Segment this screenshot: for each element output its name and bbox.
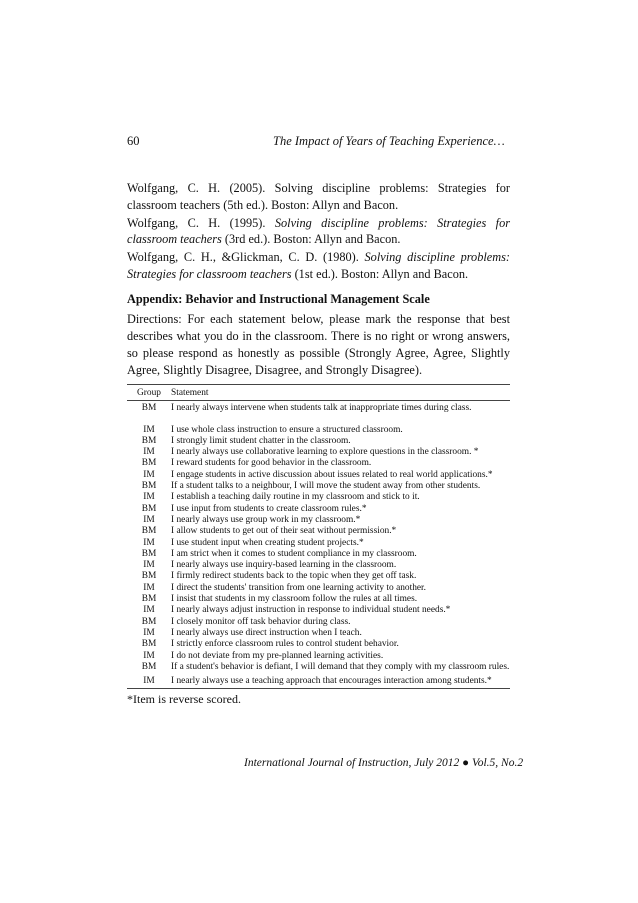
row-statement: If a student's behavior is defiant, I will demand that they comply with my classroom rules.	[171, 661, 510, 672]
row-statement: I nearly always use collaborative learning to explore questions in the classroom. *	[171, 447, 479, 458]
row-group: BM	[141, 526, 157, 537]
row-group: BM	[141, 435, 157, 446]
row-statement: I nearly always intervene when students talk at inappropriate times during class.	[171, 403, 472, 414]
table-row	[127, 458, 510, 469]
row-group: IM	[143, 650, 155, 661]
table-row	[127, 673, 510, 688]
row-group: IM	[143, 605, 155, 616]
table-row	[127, 651, 510, 662]
reference-publisher: (1st ed.). Boston: Allyn and Bacon.	[291, 266, 469, 281]
header-group: Group	[137, 388, 161, 398]
table-row	[127, 617, 510, 628]
scale-table	[127, 384, 510, 689]
row-group: BM	[141, 571, 157, 582]
row-statement: I engage students in active discussion about issues related to real world applications.*	[171, 469, 493, 480]
reference-title: Solving discipline problems: Strategies for classroom teachers	[127, 250, 510, 281]
row-statement: I use student input when creating student projects.*	[171, 537, 364, 548]
row-statement: I establish a teaching daily routine in my classroom and stick to it.	[171, 492, 420, 503]
reference-author-year: Wolfgang, C. H. (1995).	[127, 215, 275, 230]
table-bottom-rule	[127, 688, 510, 689]
row-statement: I nearly always adjust instruction in response to individual student needs.*	[171, 605, 451, 616]
table-row	[127, 504, 510, 515]
table-row	[127, 628, 510, 639]
row-group: BM	[141, 639, 157, 650]
journal-footer: International Journal of Instruction, July 2012 ● Vol.5, No.2	[244, 757, 524, 769]
reference-title: Solving discipline problems: Strategies for classroom teachers	[127, 215, 510, 247]
row-group: BM	[141, 458, 157, 469]
table-footnote: *Item is reverse scored.	[127, 692, 241, 706]
reference-list	[127, 180, 510, 283]
appendix-title: Appendix: Behavior and Instructional Management Scale	[127, 292, 430, 306]
table-row	[127, 425, 510, 436]
table-row	[127, 583, 510, 594]
table-row	[127, 560, 510, 571]
row-group: BM	[141, 403, 157, 414]
row-statement: I use whole class instruction to ensure a structured classroom.	[171, 424, 403, 435]
page-number: 60	[127, 134, 140, 148]
appendix-directions: Directions: For each statement below, please mark the response that best describes what you do in the classroom. There is no right or wrong answers, so please respond as honestly as possible (Strongly Agree, Agree, Slightly Agree, Slightly Disagree, Disagree, and Strongly Disagree).	[127, 312, 510, 377]
table-header-row	[127, 385, 510, 400]
row-group: IM	[143, 582, 155, 593]
row-group: IM	[143, 424, 155, 435]
row-statement: I nearly always use inquiry-based learning in the classroom.	[171, 560, 397, 571]
table-body	[127, 401, 510, 688]
row-group: IM	[143, 676, 155, 687]
row-statement: I closely monitor off task behavior during class.	[171, 616, 351, 627]
row-statement: I nearly always use a teaching approach that encourages interaction among students.*	[171, 676, 492, 687]
table-row	[127, 571, 510, 582]
row-statement: I nearly always use direct instruction when I teach.	[171, 627, 362, 638]
reference-entry	[127, 215, 510, 249]
row-group: IM	[143, 514, 155, 525]
running-title: The Impact of Years of Teaching Experience…	[273, 134, 505, 148]
table-row	[127, 447, 510, 458]
table-row	[127, 605, 510, 616]
row-statement: I strictly enforce classroom rules to control student behavior.	[171, 639, 399, 650]
reference-author-year: Wolfgang, C. H., &Glickman, C. D. (1980).	[127, 250, 365, 265]
row-statement: I insist that students in my classroom follow the rules at all times.	[171, 594, 418, 605]
table-row	[127, 538, 510, 549]
row-statement: I am strict when it comes to student compliance in my classroom.	[171, 548, 417, 559]
table-row	[127, 594, 510, 605]
row-group: BM	[141, 661, 157, 672]
row-statement: If a student talks to a neighbour, I will move the student away from other students.	[171, 481, 481, 492]
row-group: IM	[143, 469, 155, 480]
table-row	[127, 549, 510, 560]
row-group: BM	[141, 481, 157, 492]
table-row	[127, 639, 510, 650]
row-statement: I do not deviate from my pre-planned learning activities.	[171, 650, 384, 661]
row-group: BM	[141, 616, 157, 627]
header-statement: Statement	[171, 388, 209, 398]
row-group: BM	[141, 548, 157, 559]
row-statement: I reward students for good behavior in the classroom.	[171, 458, 372, 469]
reference-text: Wolfgang, C. H. (2005). Solving discipline problems: Strategies for classroom teachers (5th ed.). Boston: Allyn and Bacon.	[127, 181, 510, 212]
table-row	[127, 492, 510, 503]
row-statement: I allow students to get out of their seat without permission.*	[171, 526, 397, 537]
row-group: BM	[141, 594, 157, 605]
row-group: IM	[143, 447, 155, 458]
row-group: IM	[143, 560, 155, 571]
table-row	[127, 481, 510, 492]
table-row	[127, 470, 510, 481]
table-row	[127, 401, 510, 424]
reference-entry	[127, 180, 510, 214]
row-group: IM	[143, 627, 155, 638]
row-statement: I firmly redirect students back to the topic when they get off task.	[171, 571, 417, 582]
row-group: IM	[143, 537, 155, 548]
reference-publisher: (3rd ed.). Boston: Allyn and Bacon.	[221, 232, 401, 247]
table-row	[127, 515, 510, 526]
row-group: IM	[143, 492, 155, 503]
reference-entry	[127, 249, 510, 283]
row-statement: I nearly always use group work in my classroom.*	[171, 514, 361, 525]
row-statement: I use input from students to create classroom rules.*	[171, 503, 367, 514]
table-row	[127, 662, 510, 673]
row-statement: I strongly limit student chatter in the classroom.	[171, 435, 351, 446]
row-group: BM	[141, 503, 157, 514]
table-row	[127, 526, 510, 537]
table-row	[127, 436, 510, 447]
row-statement: I direct the students' transition from one learning activity to another.	[171, 582, 427, 593]
